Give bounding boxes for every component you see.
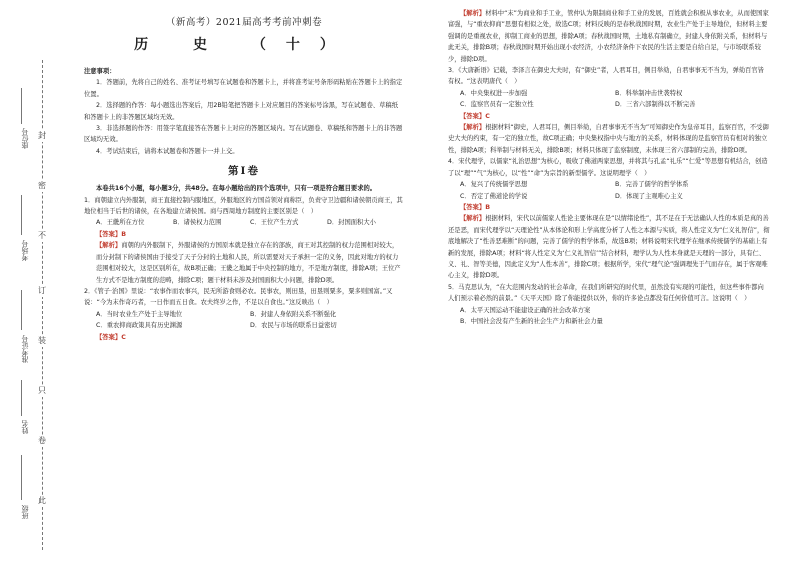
question-4-answer: [448, 202, 770, 213]
question-4-stem: 4．宋代理学，以儒家“礼治思想”为核心，吸收了佛道两家思想，并将其与孔孟“礼乐”“仁爱”等思想有机结合，创造了以“理”“气”为核心，以“性”“命”为宗旨的新型儒学。这说明理学（ ）: [448, 158, 768, 177]
seal-char: 封: [38, 131, 46, 140]
question-2-answer: [84, 332, 404, 343]
option-b: B．中国社会没有产生新的社会生产力和新社会力量: [460, 317, 603, 325]
answer-value: B: [121, 230, 126, 238]
question-1-analysis: [84, 240, 404, 286]
notice-heading: 注意事项：: [84, 68, 116, 75]
seal-char: 装: [38, 336, 46, 345]
answer-value: B: [485, 203, 490, 211]
analysis-label: 【解析】: [460, 10, 486, 17]
option-b: B．完善了儒学的哲学体系: [615, 181, 689, 189]
notice-item: 3．非选择题的作答：用签字笔直接答在答题卡上对应的答题区域内。写在试题卷、草稿纸和答题卡上的非答题区域均无效。: [84, 125, 403, 144]
option-a: A．太平天国运动不能建设正确的社会改革方案: [460, 306, 591, 314]
seat-number-label: 座位号: [21, 128, 29, 149]
question-5-options: [448, 305, 770, 328]
option-d: D．三省六部制得以不断完善: [615, 101, 696, 109]
option-c: C．重农抑商政策具有历史渊源: [96, 322, 183, 330]
answer-value: C: [121, 333, 126, 341]
analysis-label: 【解析】: [96, 242, 122, 250]
option-a: A．中央集权进一步加强: [460, 89, 528, 97]
answer-label: 【答案】: [96, 333, 122, 341]
question-2-analysis: [448, 8, 770, 65]
section-title: 第Ⅰ卷: [228, 165, 260, 178]
question-1-answer: [84, 229, 404, 240]
notice-item: 2．选择题的作答：每小题选出答案后，用2B铅笔把答题卡上对应题目的答案标号涂黑，写在试题卷、草稿纸和答题卡上的非答题区域均无效。: [84, 102, 398, 121]
question-4-analysis: [448, 213, 770, 281]
fill-line: [21, 195, 22, 235]
seal-char: 卷: [38, 436, 46, 445]
option-a: A．当时农业生产处于主导地位: [96, 310, 183, 318]
answer-label: 【答案】: [460, 203, 486, 211]
question-3-analysis: [448, 122, 770, 156]
section-intro: 本卷共16个小题，每小题3分，共48分。在每小题给出的四个选项中，只有一项是符合题目要求的。: [96, 185, 377, 193]
analysis-text: 根据材料，宋代以前儒家人性论主要体现在是“以情绪论性”，其不足在于无法确认人性的本质是真的善还是恶，而宋代理学以“天理论性”从本体论和形上学高度分析了人性之本源与实质，将人性定义为“仁义礼智信”，彻底地解决了“性善恶难断”的问题，完善了儒学的哲学体系，故选B项；材料说明宋代理学在继承传统儒学的基础上有新的发展，排除A项；材料“将人性定义为‘仁义礼智信’”结合材料，理学认为人性本身就是天理的一部分，具有仁、义、礼、智等美德，因此定义为“人性本善”，排除C项；根据所学，宋代“理气论”强调理先于气而存在，属于客观唯心主义，排除D项。: [448, 215, 770, 280]
question-5-stem: 5．马克思认为，“在大范围内发动的社会革命，在我们所研究的时代里，虽然没有实现的可能性，但这些事件都向人们预示着必然的前景。”《天平天国》除了你能提供以外，你的许多论点都没有任何价值可言。这说明（ ）: [448, 283, 764, 303]
option-c: C．否定了佛道论的学说: [460, 192, 528, 200]
question-2-stem: 2．《管子·治国》里说：“农事作而农事兴，民无所游食则必农。民事农，则田垦，田垦则粟多，粟多则国富。”又说：“今为末作奇巧者，一日作而五日食。农夫终岁之作，不足以自食也。”这反映出（ ）: [84, 287, 393, 307]
option-b: B．封建人身依附关系不断强化: [250, 310, 337, 318]
fill-line: [21, 380, 22, 416]
option-a: A．王畿所在方位: [96, 219, 145, 227]
option-c: C．监察官员有一定独立性: [460, 101, 534, 109]
right-column: [448, 8, 770, 327]
notice-item: 4．考试结束后，请将本试题卷和答题卡一并上交。: [96, 147, 239, 155]
fill-line: [21, 290, 22, 330]
answer-label: 【答案】: [460, 112, 486, 120]
option-b: B．科举制冲击世袭特权: [615, 89, 683, 97]
name-label: 姓名: [21, 420, 29, 434]
analysis-text: 材料中“末”为商业和手工业，管仲认为限制商业和手工业的发展，百姓就会积极从事农业，从而使国家富强，与“重农抑商”思想有相似之处，故选C项；材料反映的是春秋战国时期，农业生产处于主导地位，但材料主要强调的是重视农业，抑制工商业的思想，排除A项；春秋战国时期，土地私有制确立，封建人身依附关系，但材料与此无关，排除B项；春秋战国时期开始出现小农经济，小农经济条件下农民的生活主要是自给自足，与市场联系较少，排除D项。: [448, 10, 769, 63]
option-d: D．体现了主观唯心主义: [615, 192, 683, 200]
option-d: D．农民与市场的联系日益密切: [250, 322, 337, 330]
analysis-text: 根据材料“御史，人君耳目，侧目举劾，自君事事无不当为”可知御史作为皇帝耳目，监察百官，不受御史大夫的约束，有一定的独立性，故C项正确；中央集权指中央与地方的关系，材料体现的是监察官员有相对的独立性，排除A项；科举制与材料无关，排除B项；材料只体现了监察制度，未体现三省六部制的完善，排除D项。: [448, 124, 769, 154]
question-3-stem: 3．《大唐新语》记载，李泽言在御史大夫时，有“御史”者，人君耳目，侧目举劾，自君事事无不当为，弹劾百官皆有权。“这表明唐代（ ）: [448, 67, 764, 86]
exam-room-label: 考场号: [21, 240, 29, 261]
question-2-options: [84, 309, 404, 332]
left-column: [84, 10, 404, 343]
exam-title: （新高考）2021届高考考前冲刺卷: [165, 17, 323, 28]
ticket-number-label: 准考证号: [21, 335, 29, 363]
binding-margin: [0, 0, 80, 562]
seal-char: 订: [38, 286, 46, 295]
answer-label: 【答案】: [96, 230, 122, 238]
seal-char: 密: [38, 181, 46, 190]
seal-char: 不: [38, 231, 46, 240]
notice-item: 1．答题前，先将自己的姓名、准考证号填写在试题卷和答题卡上，并将准考证号条形码粘贴在答题卡上的指定位置。: [84, 79, 403, 98]
option-c: C．王位产生方式: [250, 219, 299, 227]
question-4-options: [448, 179, 770, 202]
question-1-stem: 1．商朝建立内外服制，商王直接控制内服地区，外服地区的方国首领对商称臣，负责守卫边疆和诸侯朝贡商王，其地位相当于后世的诸侯，在各地建立诸侯国。商与西周地方制度的主要区别是（ ）: [84, 196, 403, 216]
analysis-label: 【解析】: [460, 215, 486, 223]
class-label: 班级: [21, 505, 29, 519]
seal-char: 只: [38, 386, 46, 395]
analysis-label: 【解析】: [460, 124, 486, 132]
fill-line: [21, 455, 22, 500]
option-d: D．封国面积大小: [327, 219, 376, 227]
fill-line: [21, 88, 22, 124]
answer-value: C: [485, 112, 490, 120]
subject-title: 历 史 （十）: [134, 37, 354, 53]
option-a: A．复兴了传统儒学思想: [460, 181, 528, 189]
question-3-answer: [448, 111, 770, 122]
question-1-options: [84, 217, 404, 228]
seal-char: 此: [38, 496, 46, 505]
question-3-options: [448, 88, 770, 111]
option-b: B．诸侯权力范围: [173, 219, 222, 227]
analysis-text: 商朝的内外服制下，外服诸侯的方国原本就是独立存在的部族，商王对其控制的权力范围相对较大，而分封制下的诸侯国由于接受了天子分封的土地和人民，所以需要对天子承担一定的义务，因此对地方的权力范围相对较大，这是区别所在，故B项正确；王畿之地属于中央控制的地方，不是地方制度，排除A项；王位产生方式不是地方制度的范畴，排除C项；题干材料未涉及封国面积大小问题，排除D项。: [96, 242, 401, 284]
